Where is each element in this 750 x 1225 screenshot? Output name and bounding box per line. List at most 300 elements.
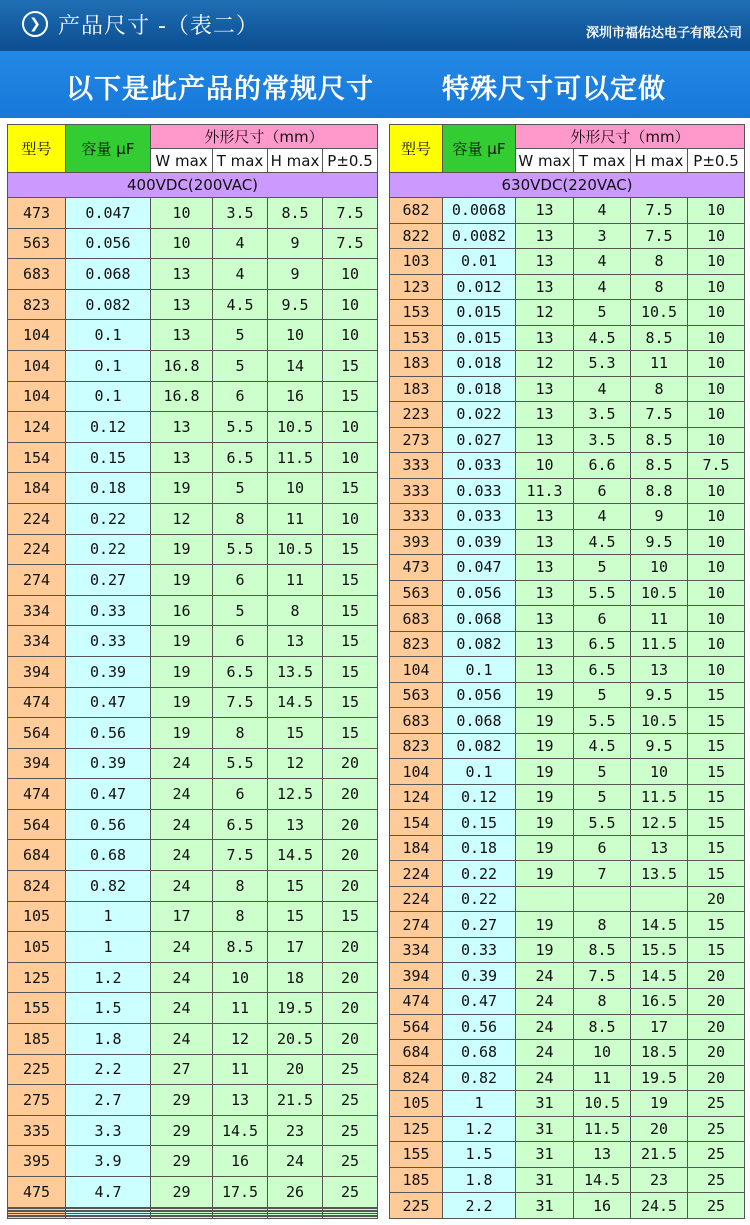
- cell-h-max: 20.5: [268, 1024, 323, 1055]
- spec-table-400vdc: [7, 124, 378, 1219]
- cell-h-max: 17: [631, 1014, 688, 1040]
- cell-pitch: 15: [688, 784, 745, 810]
- cell-t-max: 5.5: [574, 810, 631, 836]
- cell-t-max: 5: [574, 759, 631, 785]
- cell-t-max: 10: [213, 962, 268, 993]
- cell-w-max: 16.8: [151, 350, 213, 381]
- table-row: [8, 840, 378, 871]
- cell-type: 183: [390, 376, 443, 402]
- cell-w-max: 19: [516, 835, 574, 861]
- cell-h-max: 10.5: [268, 412, 323, 443]
- cell-t-max: 4.5: [574, 325, 631, 351]
- table-row: [8, 534, 378, 565]
- cell-capacitance: 0.27: [66, 565, 151, 596]
- table-row: [390, 759, 745, 785]
- cell-t-max: 11.5: [574, 1116, 631, 1142]
- cell-capacitance: 0.47: [66, 687, 151, 718]
- cell-t-max: 16: [574, 1193, 631, 1219]
- cell-capacitance: 0.056: [66, 228, 151, 259]
- cell-type: 473: [390, 555, 443, 581]
- voltage-rating: 400VDC(200VAC): [8, 173, 378, 198]
- table-row: [390, 861, 745, 887]
- cell-h-max: 16.5: [631, 988, 688, 1014]
- cell-capacitance: 0.56: [443, 1014, 516, 1040]
- cell-type: 563: [390, 682, 443, 708]
- cell-type: 474: [8, 687, 66, 718]
- cell-capacitance: 2.7: [66, 1085, 151, 1116]
- cell-t-max: 4: [574, 274, 631, 300]
- cell-w-max: 13: [516, 274, 574, 300]
- cell-t-max: 6.5: [213, 809, 268, 840]
- cell-capacitance: 1.5: [66, 993, 151, 1024]
- cell-type: 103: [390, 249, 443, 275]
- header-t-max: T max: [213, 149, 268, 173]
- cell-t-max: 8: [574, 912, 631, 938]
- cell-t-max: 7.5: [213, 840, 268, 871]
- cell-type: 475: [8, 1177, 66, 1208]
- header-dimensions: 外形尺寸（mm）: [516, 125, 745, 149]
- cell-w-max: 10: [516, 453, 574, 479]
- cell-pitch: 25: [323, 1177, 378, 1208]
- table-row: [390, 427, 745, 453]
- cell-type: 274: [390, 912, 443, 938]
- cell-t-max: 14.5: [213, 1115, 268, 1146]
- header-pitch: P±0.5: [323, 149, 378, 173]
- cell-h-max: 13: [631, 835, 688, 861]
- cell-t-max: 4.5: [574, 733, 631, 759]
- cell-w-max: 24: [516, 963, 574, 989]
- table-row: [390, 1167, 745, 1193]
- banner-custom-sizes: 特殊尺寸可以定做: [442, 74, 666, 105]
- table-row: [8, 320, 378, 351]
- cell-type: 223: [390, 402, 443, 428]
- cell-capacitance: 0.012: [443, 274, 516, 300]
- cell-capacitance: 0.047: [443, 555, 516, 581]
- cell-h-max: 13: [631, 657, 688, 683]
- cell-type: [8, 1217, 66, 1219]
- cell-t-max: 6: [574, 478, 631, 504]
- cell-capacitance: 0.39: [443, 963, 516, 989]
- cell-h-max: [631, 886, 688, 912]
- cell-pitch: 20: [323, 993, 378, 1024]
- cell-h-max: 13: [268, 626, 323, 657]
- table-row: [390, 478, 745, 504]
- cell-capacitance: 1: [66, 901, 151, 932]
- cell-w-max: 16: [151, 595, 213, 626]
- spec-sheet: [0, 124, 750, 1225]
- cell-w-max: 19: [151, 687, 213, 718]
- cell-type: 274: [8, 565, 66, 596]
- cell-pitch: 15: [688, 759, 745, 785]
- cell-pitch: 25: [688, 1167, 745, 1193]
- table-row: [8, 595, 378, 626]
- cell-t-max: 16: [213, 1146, 268, 1177]
- cell-pitch: 7.5: [323, 198, 378, 229]
- cell-pitch: 15: [688, 810, 745, 836]
- cell-t-max: 10.5: [574, 1091, 631, 1117]
- cell-capacitance: 0.033: [443, 478, 516, 504]
- table-row: [8, 901, 378, 932]
- cell-pitch: 15: [688, 937, 745, 963]
- cell-capacitance: 0.033: [443, 504, 516, 530]
- cell-h-max: 23: [631, 1167, 688, 1193]
- cell-t-max: 6: [574, 835, 631, 861]
- table-row: [390, 325, 745, 351]
- cell-capacitance: 0.15: [443, 810, 516, 836]
- cell-type: 225: [390, 1193, 443, 1219]
- cell-type: 564: [8, 718, 66, 749]
- cell-type: 473: [8, 198, 66, 229]
- cell-capacitance: 1.8: [443, 1167, 516, 1193]
- cell-type: 334: [8, 626, 66, 657]
- cell-type: 824: [8, 871, 66, 902]
- table-row: [8, 1177, 378, 1208]
- header-pitch: P±0.5: [688, 149, 745, 173]
- cell-h-max: 23: [268, 1115, 323, 1146]
- cell-type: 684: [390, 1040, 443, 1066]
- cell-pitch: 20: [323, 1024, 378, 1055]
- table-row: [8, 1146, 378, 1177]
- cell-w-max: 24: [151, 1024, 213, 1055]
- cell-pitch: 25: [688, 1193, 745, 1219]
- table-row: [390, 733, 745, 759]
- cell-w-max: 13: [516, 249, 574, 275]
- cell-capacitance: 0.33: [443, 937, 516, 963]
- cell-pitch: 20: [323, 809, 378, 840]
- cell-h-max: 15: [268, 718, 323, 749]
- cell-capacitance: 0.033: [443, 453, 516, 479]
- cell-pitch: 15: [323, 718, 378, 749]
- cell-t-max: 6.5: [574, 657, 631, 683]
- cell-type: 394: [390, 963, 443, 989]
- cell-t-max: 7.5: [213, 687, 268, 718]
- cell-h-max: 8.5: [631, 427, 688, 453]
- cell-t-max: 7.5: [574, 963, 631, 989]
- cell-capacitance: 0.082: [66, 289, 151, 320]
- cell-capacitance: 0.1: [66, 320, 151, 351]
- cell-type: 104: [8, 381, 66, 412]
- cell-t-max: 6.5: [574, 631, 631, 657]
- cell-pitch: 15: [323, 595, 378, 626]
- cell-t-max: 6.5: [213, 442, 268, 473]
- cell-t-max: 5: [213, 350, 268, 381]
- cell-capacitance: 0.47: [443, 988, 516, 1014]
- cell-type: 682: [390, 198, 443, 224]
- cell-h-max: 9.5: [631, 733, 688, 759]
- cell-w-max: 13: [151, 259, 213, 290]
- cell-w-max: 19: [151, 656, 213, 687]
- cell-pitch: 25: [688, 1142, 745, 1168]
- cell-t-max: 3.5: [574, 427, 631, 453]
- cell-h-max: 19.5: [268, 993, 323, 1024]
- header-h-max: H max: [631, 149, 688, 173]
- cell-w-max: 13: [516, 427, 574, 453]
- cell-pitch: 10: [688, 223, 745, 249]
- cell-type: 125: [390, 1116, 443, 1142]
- table-row: [8, 503, 378, 534]
- cell-pitch: 7.5: [688, 453, 745, 479]
- cell-pitch: 7.5: [323, 228, 378, 259]
- cell-t-max: 5.5: [574, 580, 631, 606]
- cell-w-max: 19: [516, 810, 574, 836]
- header-dimensions: 外形尺寸（mm）: [151, 125, 378, 149]
- cell-w-max: 24: [151, 779, 213, 810]
- cell-capacitance: 0.68: [443, 1040, 516, 1066]
- cell-t-max: 12: [213, 1024, 268, 1055]
- cell-pitch: 20: [323, 871, 378, 902]
- company-name: 深圳市福佑达电子有限公司: [585, 26, 742, 41]
- cell-h-max: 18.5: [631, 1040, 688, 1066]
- cell-t-max: [574, 886, 631, 912]
- cell-h-max: 10.5: [631, 708, 688, 734]
- cell-h-max: 8.5: [631, 325, 688, 351]
- table-row: [390, 784, 745, 810]
- cell-t-max: 8.5: [574, 937, 631, 963]
- cell-pitch: [323, 1217, 378, 1219]
- cell-capacitance: 0.22: [443, 861, 516, 887]
- cell-w-max: 24: [151, 809, 213, 840]
- cell-capacitance: 0.068: [443, 606, 516, 632]
- cell-w-max: 13: [516, 657, 574, 683]
- cell-capacitance: 0.1: [443, 657, 516, 683]
- cell-capacitance: 3.3: [66, 1115, 151, 1146]
- cell-w-max: 13: [516, 325, 574, 351]
- header-w-max: W max: [151, 149, 213, 173]
- cell-t-max: 8: [213, 901, 268, 932]
- cell-t-max: 13: [574, 1142, 631, 1168]
- cell-h-max: 8.5: [268, 198, 323, 229]
- cell-h-max: 8: [268, 595, 323, 626]
- cell-type: 125: [8, 962, 66, 993]
- cell-t-max: 8.5: [213, 932, 268, 963]
- cell-w-max: 19: [516, 861, 574, 887]
- cell-h-max: 15: [268, 901, 323, 932]
- cell-type: 104: [390, 657, 443, 683]
- cell-pitch: 10: [688, 274, 745, 300]
- table-row: [390, 1040, 745, 1066]
- table-row: [8, 809, 378, 840]
- cell-pitch: 20: [323, 748, 378, 779]
- cell-w-max: 13: [516, 402, 574, 428]
- cell-type: 563: [8, 228, 66, 259]
- cell-w-max: 19: [516, 733, 574, 759]
- cell-capacitance: 1.5: [443, 1142, 516, 1168]
- cell-pitch: 15: [323, 473, 378, 504]
- cell-type: 224: [390, 886, 443, 912]
- table-row: [8, 993, 378, 1024]
- table-row: [390, 963, 745, 989]
- table-row: [390, 1193, 745, 1219]
- cell-h-max: 8: [631, 249, 688, 275]
- table-row: [8, 626, 378, 657]
- cell-capacitance: 0.15: [66, 442, 151, 473]
- cell-type: 333: [390, 504, 443, 530]
- cell-t-max: 5: [213, 595, 268, 626]
- cell-capacitance: 0.018: [443, 376, 516, 402]
- cell-h-max: 16: [268, 381, 323, 412]
- cell-t-max: 6: [213, 779, 268, 810]
- cell-pitch: 20: [688, 988, 745, 1014]
- cell-w-max: 29: [151, 1115, 213, 1146]
- cell-type: 564: [8, 809, 66, 840]
- cell-pitch: 15: [323, 901, 378, 932]
- table-row: [8, 289, 378, 320]
- cell-type: 224: [8, 534, 66, 565]
- cell-type: 824: [390, 1065, 443, 1091]
- cell-pitch: 15: [323, 381, 378, 412]
- cell-w-max: 19: [151, 626, 213, 657]
- cell-t-max: 4: [574, 198, 631, 224]
- cell-t-max: 13: [213, 1085, 268, 1116]
- cell-w-max: 13: [516, 376, 574, 402]
- cell-w-max: 24: [151, 871, 213, 902]
- cell-pitch: 10: [688, 580, 745, 606]
- cell-h-max: 12.5: [268, 779, 323, 810]
- table-row: [8, 412, 378, 443]
- cell-w-max: 24: [151, 840, 213, 871]
- table-row: [390, 223, 745, 249]
- cell-t-max: 4: [574, 504, 631, 530]
- cell-type: 394: [8, 656, 66, 687]
- table-row: [390, 1142, 745, 1168]
- cell-pitch: 15: [323, 626, 378, 657]
- cell-pitch: 15: [688, 835, 745, 861]
- cell-pitch: 15: [323, 687, 378, 718]
- cell-pitch: 10: [688, 249, 745, 275]
- cell-h-max: 9.5: [631, 682, 688, 708]
- cell-type: 335: [8, 1115, 66, 1146]
- cell-pitch: 15: [323, 534, 378, 565]
- cell-h-max: 26: [268, 1177, 323, 1208]
- table-row: [390, 453, 745, 479]
- cell-w-max: 12: [516, 351, 574, 377]
- cell-t-max: 4.5: [574, 529, 631, 555]
- cell-w-max: 13: [151, 442, 213, 473]
- table-row: [390, 1091, 745, 1117]
- cell-pitch: 15: [688, 912, 745, 938]
- cell-type: 684: [8, 840, 66, 871]
- cell-t-max: 11: [213, 993, 268, 1024]
- cell-type: 474: [8, 779, 66, 810]
- cell-capacitance: 1: [66, 932, 151, 963]
- cell-t-max: 5: [213, 473, 268, 504]
- cell-capacitance: 0.039: [443, 529, 516, 555]
- cell-t-max: 8: [213, 503, 268, 534]
- cell-w-max: [151, 1217, 213, 1219]
- table-row: [390, 988, 745, 1014]
- table-row: [390, 249, 745, 275]
- cell-w-max: 29: [151, 1085, 213, 1116]
- table-row: [8, 1024, 378, 1055]
- table-row: [8, 656, 378, 687]
- cell-t-max: 8: [213, 871, 268, 902]
- table-row: [390, 835, 745, 861]
- cell-pitch: 20: [323, 932, 378, 963]
- cell-capacitance: 0.1: [443, 759, 516, 785]
- header-type: 型号: [390, 125, 443, 173]
- cell-h-max: 19.5: [631, 1065, 688, 1091]
- cell-h-max: 15: [268, 871, 323, 902]
- cell-capacitance: 0.39: [66, 748, 151, 779]
- cell-w-max: 31: [516, 1116, 574, 1142]
- cell-w-max: 16.8: [151, 381, 213, 412]
- cell-t-max: 4: [213, 228, 268, 259]
- cell-capacitance: 0.0068: [443, 198, 516, 224]
- cell-pitch: 20: [688, 1014, 745, 1040]
- cell-h-max: 14.5: [631, 912, 688, 938]
- cell-h-max: 9: [631, 504, 688, 530]
- cell-capacitance: 1.2: [443, 1116, 516, 1142]
- cell-pitch: 20: [323, 840, 378, 871]
- cell-type: 225: [8, 1054, 66, 1085]
- cell-pitch: 10: [323, 503, 378, 534]
- table-row: [390, 300, 745, 326]
- table-row: [8, 259, 378, 290]
- cell-type: 395: [8, 1146, 66, 1177]
- table-row: [390, 708, 745, 734]
- spec-table-body: [390, 198, 745, 1219]
- cell-pitch: 10: [688, 325, 745, 351]
- cell-w-max: 13: [516, 631, 574, 657]
- cell-h-max: 9: [268, 259, 323, 290]
- cell-w-max: 10: [151, 198, 213, 229]
- cell-pitch: 10: [323, 320, 378, 351]
- cell-type: 183: [390, 351, 443, 377]
- cell-t-max: 5.5: [213, 748, 268, 779]
- cell-pitch: 25: [688, 1091, 745, 1117]
- cell-h-max: 17: [268, 932, 323, 963]
- cell-capacitance: 0.33: [66, 595, 151, 626]
- cell-h-max: 8: [631, 376, 688, 402]
- cell-pitch: 10: [323, 412, 378, 443]
- cell-type: 153: [390, 325, 443, 351]
- cell-pitch: 20: [323, 779, 378, 810]
- header-capacitance: 容量 μF: [66, 125, 151, 173]
- cell-h-max: 10: [268, 473, 323, 504]
- cell-h-max: 7.5: [631, 198, 688, 224]
- cell-h-max: 14: [268, 350, 323, 381]
- cell-pitch: 10: [688, 376, 745, 402]
- table-row: [8, 442, 378, 473]
- cell-type: 105: [390, 1091, 443, 1117]
- table-row: [8, 565, 378, 596]
- cell-w-max: 19: [151, 534, 213, 565]
- cell-t-max: 5: [213, 320, 268, 351]
- cell-t-max: 5.5: [213, 534, 268, 565]
- cell-h-max: 13.5: [268, 656, 323, 687]
- cell-pitch: 10: [688, 402, 745, 428]
- cell-w-max: 11.3: [516, 478, 574, 504]
- cell-capacitance: 0.12: [66, 412, 151, 443]
- cell-w-max: 13: [151, 412, 213, 443]
- cell-type: 564: [390, 1014, 443, 1040]
- cell-pitch: 25: [323, 1054, 378, 1085]
- cell-t-max: 5.5: [213, 412, 268, 443]
- cell-h-max: 11.5: [631, 631, 688, 657]
- cell-type: 393: [390, 529, 443, 555]
- cell-capacitance: 0.1: [66, 350, 151, 381]
- cell-type: 823: [390, 733, 443, 759]
- table-row: [8, 1054, 378, 1085]
- cell-type: 224: [8, 503, 66, 534]
- cell-pitch: 20: [688, 886, 745, 912]
- cell-w-max: 31: [516, 1142, 574, 1168]
- cell-h-max: 8: [631, 274, 688, 300]
- cell-w-max: 19: [151, 473, 213, 504]
- cell-h-max: 14.5: [268, 840, 323, 871]
- cell-t-max: 6.5: [213, 656, 268, 687]
- cell-type: 823: [8, 289, 66, 320]
